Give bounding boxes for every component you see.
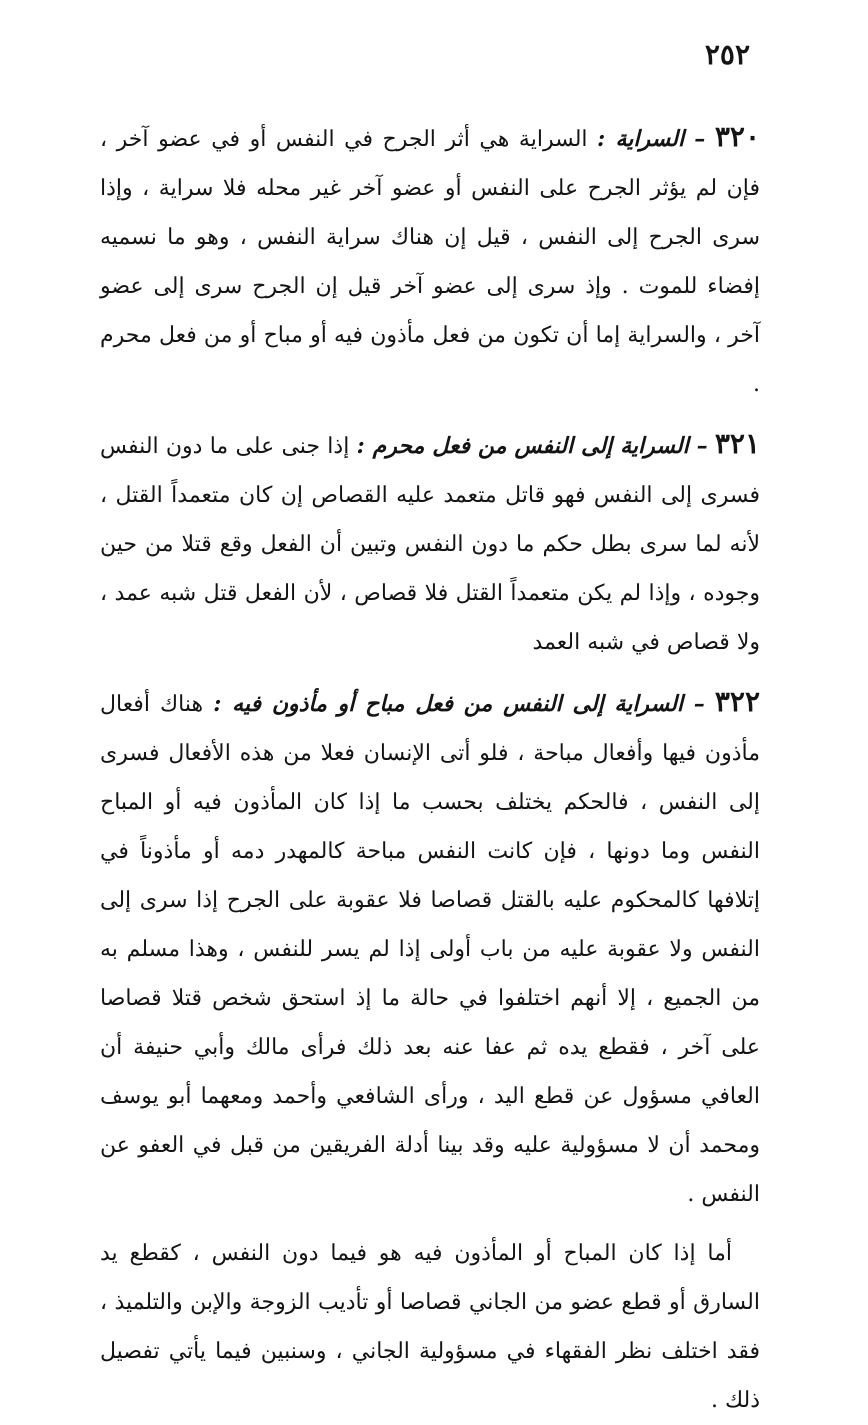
paragraph-text: السراية هي أثر الجرح في النفس أو في عضو آخر ، فإن لم يؤثر الجرح على النفس أو عضو آخر غير محله فلا سراية ، وإذا سرى الجرح إلى النفس ، قيل إن هناك سراية النفس ، وهو ما نسميه إفضاء للموت . وإذ سرى إلى عضو آخر قيل إن الجرح سرى إلى عضو آخر ، والسراية إما أن تكون من فعل مأذون فيه أو مباح أو من فعل محرم .: [100, 127, 760, 397]
paragraph-322: [100, 677, 760, 1219]
page-number: ٢٥٢: [704, 38, 750, 71]
paragraph-heading: – السراية إلى النفس من فعل محرم :: [356, 433, 708, 459]
paragraph-heading: – السراية :: [597, 126, 706, 152]
paragraph-text: هناك أفعال مأذون فيها وأفعال مباحة ، فلو أتى الإنسان فعلا من هذه الأفعال فسرى إلى النفس ، فالحكم يختلف بحسب ما إذا كان المأذون فيه أو المباح النفس وما دونها ، فإن كانت النفس مباحة كالمهدر دمه أو مأذوناً في إتلافها كالمحكوم عليه بالقتل قصاصا فلا عقوبة على الجرح إذا سرى إلى النفس ولا عقوبة عليه من باب أولى إذا لم يسر للنفس ، وهذا مسلم به من الجميع ، إلا أنهم اختلفوا في حالة ما إذ استحق شخص قتلا قصاصا على آخر ، فقطع يده ثم عفا عنه بعد ذلك فرأى مالك وأبي حنيفة أن العافي مسؤول عن قطع اليد ، ورأى الشافعي وأحمد ومعهما أبو يوسف ومحمد أن لا مسؤولية عليه وقد بينا أدلة الفريقين من قبل في العفو عن النفس .: [100, 692, 760, 1207]
paragraph-number: ٣٢٢: [714, 685, 761, 718]
paragraph-continuation: [100, 1229, 760, 1425]
paragraph-321: [100, 419, 760, 667]
paragraph-number: ٣٢٠: [714, 120, 761, 153]
paragraph-number: ٣٢١: [714, 427, 760, 460]
paragraph-heading: – السراية إلى النفس من فعل مباح أو مأذون فيه :: [213, 691, 705, 717]
paragraph-text: أما إذا كان المباح أو المأذون فيه هو فيما دون النفس ، كقطع يد السارق أو قطع عضو من الجاني قصاصا أو تأديب الزوجة والإبن والتلميذ ، فقد اختلف نظر الفقهاء في مسؤولية الجاني ، وسنبين فيما يأتي تفصيل ذلك .: [100, 1241, 760, 1413]
paragraph-text: إذا جنى على ما دون النفس فسرى إلى النفس فهو قاتل متعمد عليه القصاص إن كان متعمداً القتل ، لأنه لما سرى بطل حكم ما دون النفس وتبين أن الفعل وقع قتلا من حين وجوده ، وإذا لم يكن متعمداً القتل فلا قصاص ، لأن الفعل قتل شبه عمد ، ولا قصاص في شبه العمد: [100, 434, 760, 655]
paragraph-320: [100, 112, 760, 409]
page-body: [100, 112, 760, 1425]
